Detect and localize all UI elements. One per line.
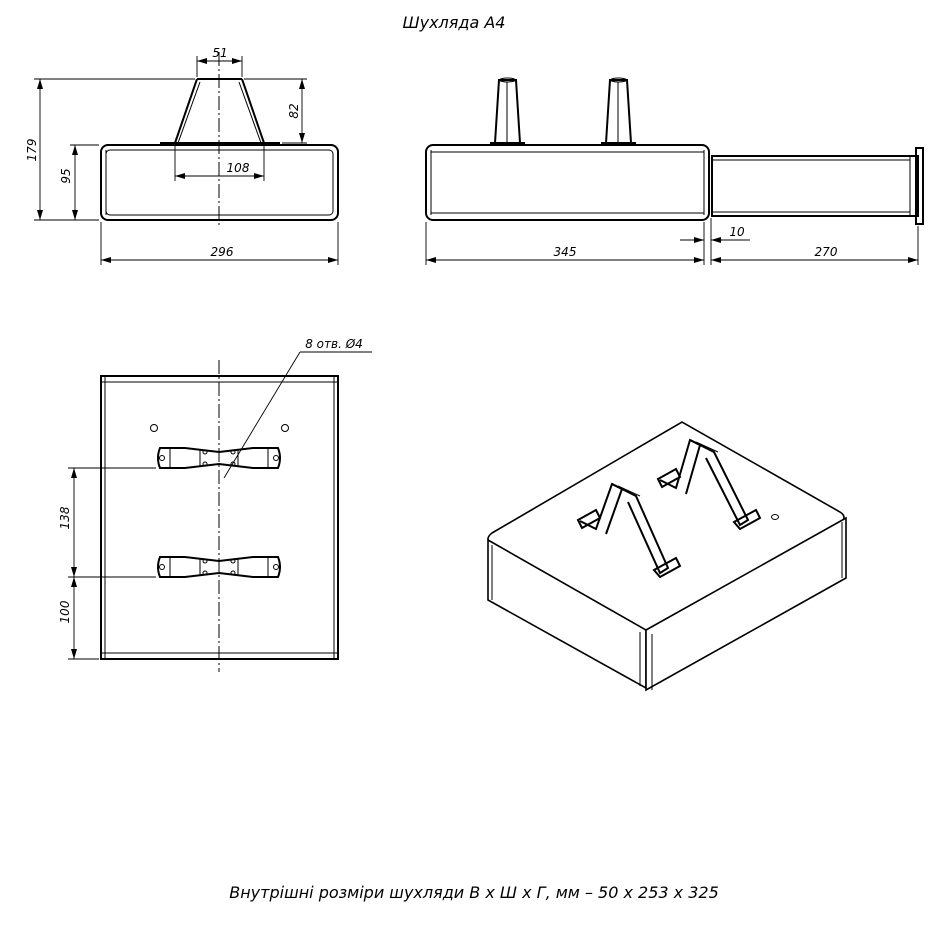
dim-height-box: 95 — [59, 168, 73, 184]
dim-leg-top: 51 — [212, 46, 228, 60]
isometric-view — [488, 422, 846, 690]
mount-hole — [282, 425, 289, 432]
front-box-inner — [106, 150, 333, 215]
front-leg-bracket — [160, 79, 280, 143]
side-box-outer — [426, 145, 709, 220]
inner-dimensions-note: Внутрішні розміри шухляди В х Ш х Г, мм – 50 х 253 х 325 — [229, 883, 719, 902]
dim-leg-bottom: 108 — [226, 161, 250, 175]
dim-width: 296 — [210, 245, 234, 259]
drawing-title: Шухляда А4 — [402, 13, 506, 32]
top-view — [58, 337, 372, 672]
dim-offset: 100 — [58, 600, 72, 624]
front-view — [25, 46, 338, 265]
dim-depth: 345 — [553, 245, 577, 259]
dim-gap: 10 — [729, 225, 745, 239]
side-runner — [712, 148, 923, 224]
dim-leg-height: 82 — [287, 103, 301, 119]
holes-note: 8 отв. Ø4 — [305, 337, 363, 351]
side-leg-1 — [490, 78, 525, 143]
dim-height-total: 179 — [25, 138, 39, 162]
dim-runner: 270 — [814, 245, 838, 259]
side-view — [426, 78, 923, 265]
dim-spacing: 138 — [58, 506, 72, 530]
side-leg-2 — [601, 78, 636, 143]
mount-hole — [151, 425, 158, 432]
